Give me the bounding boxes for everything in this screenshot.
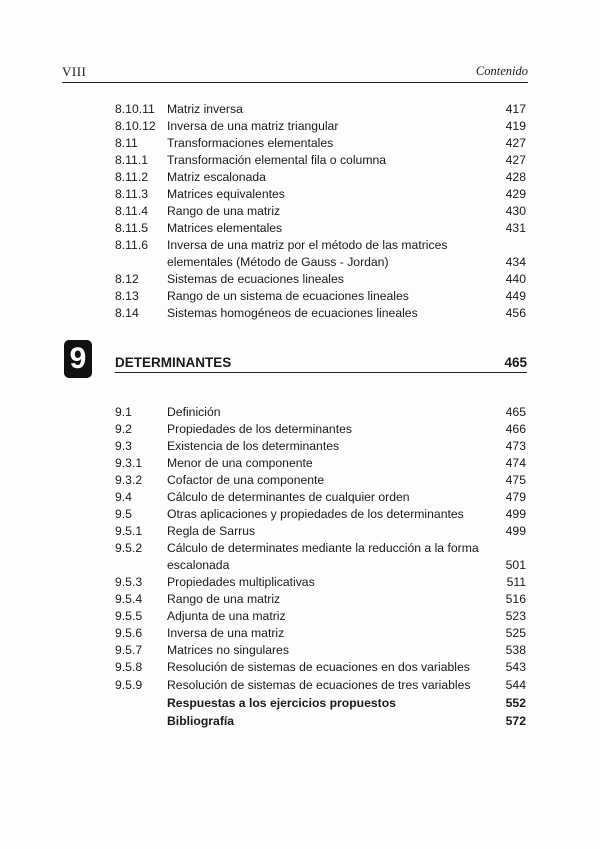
chapter-title: DETERMINANTES — [115, 355, 232, 370]
entry-page: 456 — [505, 306, 526, 320]
entry-page: 428 — [505, 170, 526, 184]
entry-title: Cofactor de una componente — [167, 473, 325, 487]
entry-title: Transformaciones elementales — [167, 136, 334, 150]
entry-title: Rango de un sistema de ecuaciones lineales — [167, 289, 409, 303]
toc-entry[interactable] — [115, 220, 526, 237]
entry-number: 9.3.1 — [115, 456, 143, 470]
toc-entry[interactable] — [115, 472, 526, 489]
chapter-number-badge: 9 — [64, 340, 92, 378]
entry-number: 9.5.7 — [115, 643, 143, 657]
entry-title: Transformación elemental fila o columna — [167, 153, 387, 167]
entry-number: 8.10.12 — [115, 119, 156, 133]
toc-entry[interactable] — [115, 625, 526, 642]
toc-entry[interactable] — [115, 305, 526, 322]
entry-title: Respuestas a los ejercicios propuestos — [167, 696, 396, 710]
entry-title: Matriz escalonada — [167, 170, 266, 184]
chapter-heading[interactable] — [115, 354, 527, 373]
entry-page: 427 — [505, 153, 526, 167]
entry-title: Inversa de una matriz por el método de las matrices elementales (Método de Gauss - Jordan) — [167, 238, 448, 269]
entry-title: Matriz inversa — [167, 102, 243, 116]
entry-title: Cálculo de determinates mediante la reducción a la forma escalonada — [167, 541, 479, 572]
toc-entry[interactable] — [115, 237, 526, 271]
entry-page: 523 — [505, 609, 526, 623]
toc-entry[interactable] — [115, 271, 526, 288]
entry-title: Matrices no singulares — [167, 643, 289, 657]
entry-title: Sistemas de ecuaciones lineales — [167, 272, 344, 286]
entry-number: 9.5.6 — [115, 626, 143, 640]
entry-number: 9.5.3 — [115, 575, 143, 589]
entry-number: 8.11.5 — [115, 221, 148, 235]
entry-title: Bibliografía — [167, 714, 235, 728]
toc-entry[interactable] — [115, 506, 526, 523]
entry-page: 572 — [505, 714, 526, 728]
entry-title: Sistemas homogéneos de ecuaciones lineales — [167, 306, 418, 320]
toc-entry[interactable] — [115, 608, 526, 625]
entry-title: Cálculo de determinantes de cualquier orden — [167, 490, 410, 504]
entry-page: 430 — [505, 204, 526, 218]
entry-number: 9.5.2 — [115, 541, 143, 555]
entry-number: 9.5.1 — [115, 524, 143, 538]
entry-page: 538 — [505, 643, 526, 657]
running-title: Contenido — [475, 64, 528, 78]
toc-entry[interactable] — [115, 523, 526, 540]
entry-page: 449 — [505, 289, 526, 303]
entry-title: Inversa de una matriz triangular — [167, 119, 339, 133]
entry-number: 8.11.3 — [115, 187, 148, 201]
toc-entry[interactable] — [115, 404, 526, 421]
entry-page: 552 — [505, 696, 526, 710]
entry-title: Rango de una matriz — [167, 204, 281, 218]
entry-title: Resolución de sistemas de ecuaciones en dos variables — [167, 660, 470, 674]
entry-number: 9.5.5 — [115, 609, 143, 623]
entry-number: 9.5.9 — [115, 678, 143, 692]
entry-title: Existencia de los determinantes — [167, 439, 340, 453]
toc-entry[interactable] — [115, 677, 526, 694]
entry-page: 499 — [505, 524, 526, 538]
entry-page: 429 — [505, 187, 526, 201]
entry-number: 9.3 — [115, 439, 132, 453]
toc-entry[interactable] — [115, 135, 526, 152]
entry-number: 8.11.2 — [115, 170, 148, 184]
toc-entry[interactable] — [115, 455, 526, 472]
entry-page: 427 — [505, 136, 526, 150]
entry-number: 8.13 — [115, 289, 139, 303]
entry-number: 8.11.6 — [115, 238, 148, 252]
entry-title: Adjunta de una matriz — [167, 609, 286, 623]
entry-page: 475 — [505, 473, 526, 487]
toc-entry[interactable] — [115, 574, 526, 591]
entry-number: 9.5.4 — [115, 592, 143, 606]
entry-page: 511 — [506, 575, 526, 589]
entry-title: Rango de una matriz — [167, 592, 281, 606]
entry-page: 434 — [505, 255, 526, 269]
entry-page: 465 — [505, 405, 526, 419]
toc-entry-bibliography[interactable] — [115, 713, 526, 730]
entry-page: 543 — [505, 660, 526, 674]
toc-entry[interactable] — [115, 489, 526, 506]
entry-title: Matrices equivalentes — [167, 187, 285, 201]
entry-number: 9.5 — [115, 507, 132, 521]
entry-page: 466 — [505, 422, 526, 436]
toc-entry[interactable] — [115, 118, 526, 135]
entry-page: 473 — [505, 439, 526, 453]
page-number: VIII — [62, 64, 87, 79]
entry-page: 501 — [505, 558, 526, 572]
toc-entry[interactable] — [115, 421, 526, 438]
toc-entry[interactable] — [115, 540, 526, 574]
toc-entry[interactable] — [115, 288, 526, 305]
entry-page: 440 — [505, 272, 526, 286]
toc-entry[interactable] — [115, 101, 526, 118]
entry-title: Regla de Sarrus — [167, 524, 256, 538]
entry-number: 9.3.2 — [115, 473, 143, 487]
entry-number: 8.11.1 — [115, 153, 148, 167]
toc-entry[interactable] — [115, 591, 526, 608]
toc-entry-answers[interactable] — [115, 695, 526, 712]
entry-title: Resolución de sistemas de ecuaciones de tres variables — [167, 678, 471, 692]
entry-number: 9.2 — [115, 422, 132, 436]
entry-page: 474 — [505, 456, 526, 470]
toc-entry[interactable] — [115, 169, 526, 186]
toc-entry[interactable] — [115, 659, 526, 676]
entry-title: Propiedades multiplicativas — [167, 575, 315, 589]
entry-number: 9.5.8 — [115, 660, 143, 674]
entry-number: 9.4 — [115, 490, 132, 504]
entry-page: 516 — [505, 592, 526, 606]
entry-title: Inversa de una matriz — [167, 626, 285, 640]
entry-number: 8.11 — [115, 136, 138, 150]
entry-page: 419 — [505, 119, 526, 133]
entry-title: Definición — [167, 405, 221, 419]
entry-page: 479 — [505, 490, 526, 504]
entry-title: Menor de una componente — [167, 456, 313, 470]
toc-entry[interactable] — [115, 186, 526, 203]
entry-page: 417 — [505, 102, 526, 116]
entry-title: Propiedades de los determinantes — [167, 422, 352, 436]
toc-entry[interactable] — [115, 203, 526, 220]
entry-number: 8.12 — [115, 272, 139, 286]
entry-number: 8.14 — [115, 306, 139, 320]
entry-page: 499 — [505, 507, 526, 521]
page-header — [62, 64, 528, 83]
entry-page: 544 — [505, 678, 526, 692]
entry-title: Otras aplicaciones y propiedades de los determinantes — [167, 507, 464, 521]
entry-page: 525 — [505, 626, 526, 640]
entry-title: Matrices elementales — [167, 221, 283, 235]
toc-entry[interactable] — [115, 642, 526, 659]
chapter-page: 465 — [504, 355, 527, 370]
entry-number: 8.11.4 — [115, 204, 148, 218]
toc-entry[interactable] — [115, 438, 526, 455]
toc-entry[interactable] — [115, 152, 526, 169]
entry-page: 431 — [505, 221, 526, 235]
entry-number: 8.10.11 — [115, 102, 155, 116]
entry-number: 9.1 — [115, 405, 132, 419]
